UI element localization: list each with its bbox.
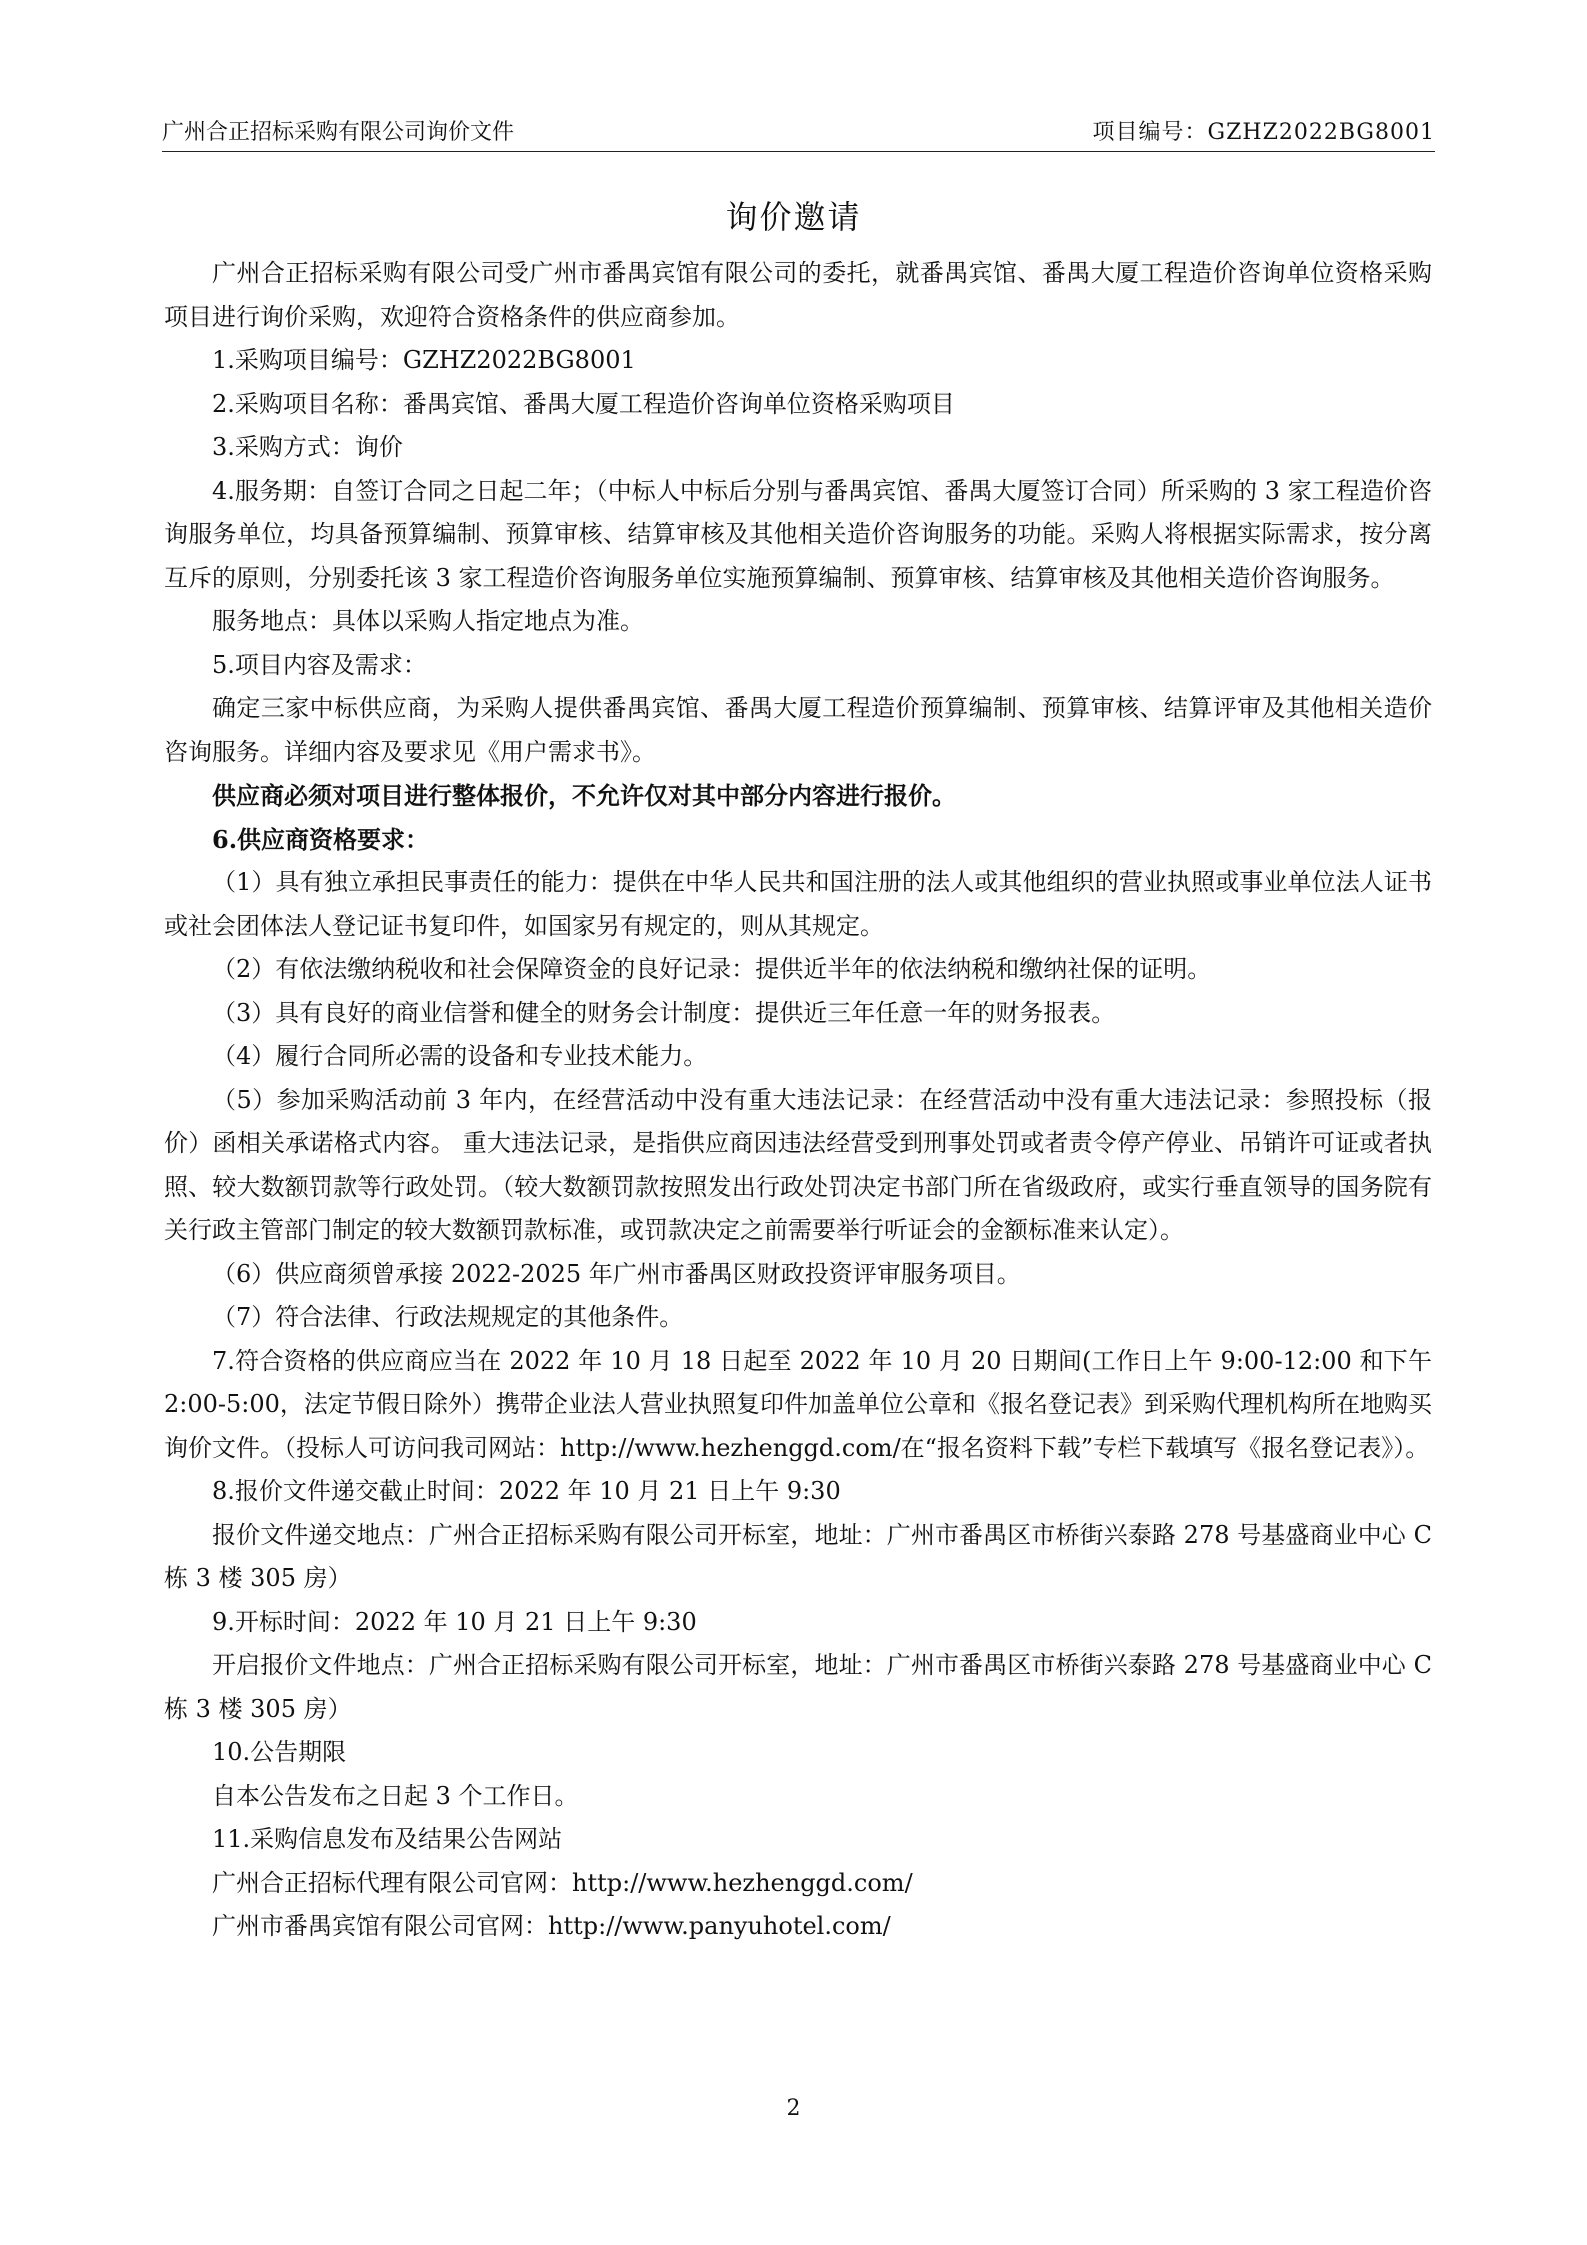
qualification-5: （5）参加采购活动前 3 年内，在经营活动中没有重大违法记录：在经营活动中没有重大违法记录：参照投标（报价）函相关承诺格式内容。 重大违法记录，是指供应商因违法经营受到刑事处罚或者责令停产停业、吊销许可证或者执照、较大数额罚款等行政处罚。（较大数额罚款按照发出行政处罚决定书部门所在省级政府，或实行垂直领导的国务院有关行政主管部门制定的较大数额罚款标准，或罚款决定之前需要举行听证会的金额标准来认定）。 (164, 1085, 1432, 1244)
document-body (164, 252, 1432, 1949)
qualification-4: （4）履行合同所必需的设备和专业技术能力。 (212, 1042, 708, 1070)
page-number: 2 (786, 2096, 801, 2121)
site-hezheng: 广州合正招标代理有限公司官网：http://www.hezhenggd.com/ (212, 1868, 913, 1897)
header-project-number: 项目编号：GZHZ2022BG8001 (1092, 120, 1435, 145)
qualification-2: （2）有依法缴纳税收和社会保障资金的良好记录：提供近半年的依法纳税和缴纳社保的证明。 (212, 955, 1212, 983)
item-registration: 7.符合资格的供应商应当在 2022 年 10 月 18 日起至 2022 年 10 月 20 日期间(工作日上午 9:00-12:00 和下午 2:00-5:00，法定节假日除外）携带企业法人营业执照复印件加盖单位公章和《报名登记表》到采购代理机构所在地购买询价文件。（投标人可访问我司网站：http://www.hezhenggd.com/在“报名资料下载”专栏下载填写《报名登记表》）。 (164, 1346, 1432, 1462)
item-procurement-method: 3.采购方式：询价 (212, 433, 403, 461)
qualification-6: （6）供应商须曾承接 2022-2025 年广州市番禺区财政投资评审服务项目。 (212, 1259, 1021, 1288)
item-notice-period-heading: 10.公告期限 (212, 1738, 347, 1766)
site-panyuhotel: 广州市番禺宾馆有限公司官网：http://www.panyuhotel.com/ (212, 1912, 891, 1940)
item-notice-period-text: 自本公告发布之日起 3 个工作日。 (212, 1781, 579, 1810)
item-project-number: 1.采购项目编号：GZHZ2022BG8001 (212, 346, 636, 374)
page-header (162, 113, 1435, 152)
quote-requirement-notice: 供应商必须对项目进行整体报价，不允许仅对其中部分内容进行报价。 (212, 781, 956, 810)
page-title: 询价邀请 (725, 198, 862, 236)
item-submission-deadline: 8.报价文件递交截止时间：2022 年 10 月 21 日上午 9:30 (212, 1477, 841, 1505)
qualification-1: （1）具有独立承担民事责任的能力：提供在中华人民共和国注册的法人或其他组织的营业执照或事业单位法人证书或社会团体法人登记证书复印件，如国家另有规定的，则从其规定。 (164, 868, 1433, 940)
item-publish-sites-heading: 11.采购信息发布及结果公告网站 (212, 1825, 563, 1853)
qualification-heading: 6.供应商资格要求： (212, 824, 430, 854)
item-opening-time: 9.开标时间：2022 年 10 月 21 日上午 9:30 (212, 1607, 697, 1636)
item-content-heading: 5.项目内容及需求： (212, 650, 427, 679)
item-service-period: 4.服务期：自签订合同之日起二年；（中标人中标后分别与番禺宾馆、番禺大厦签订合同）所采购的 3 家工程造价咨询服务单位，均具备预算编制、预算审核、结算审核及其他相关造价咨询服务的功能。采购人将根据实际需求，按分离互斥的原则，分别委托该 3 家工程造价咨询服务单位实施预算编制、预算审核、结算审核及其他相关造价咨询服务。 (164, 476, 1432, 592)
item-project-name: 2.采购项目名称：番禺宾馆、番禺大厦工程造价咨询单位资格采购项目 (212, 389, 955, 418)
item-submission-location: 报价文件递交地点：广州合正招标采购有限公司开标室，地址：广州市番禺区市桥街兴泰路 278 号基盛商业中心 C 栋 3 楼 305 房） (164, 1520, 1432, 1592)
intro-paragraph: 广州合正招标采购有限公司受广州市番禺宾馆有限公司的委托，就番禺宾馆、番禺大厦工程造价咨询单位资格采购项目进行询价采购，欢迎符合资格条件的供应商参加。 (164, 259, 1432, 331)
item-service-location: 服务地点：具体以采购人指定地点为准。 (212, 607, 644, 635)
item-opening-location: 开启报价文件地点：广州合正招标采购有限公司开标室，地址：广州市番禺区市桥街兴泰路 278 号基盛商业中心 C 栋 3 楼 305 房） (164, 1651, 1432, 1723)
item-content-text: 确定三家中标供应商，为采购人提供番禺宾馆、番禺大厦工程造价预算编制、预算审核、结算评审及其他相关造价咨询服务。详细内容及要求见《用户需求书》。 (164, 694, 1432, 766)
qualification-3: （3）具有良好的商业信誉和健全的财务会计制度：提供近三年任意一年的财务报表。 (212, 998, 1116, 1027)
header-company-doc: 广州合正招标采购有限公司询价文件 (162, 120, 515, 145)
qualification-7: （7）符合法律、行政法规规定的其他条件。 (212, 1303, 684, 1331)
